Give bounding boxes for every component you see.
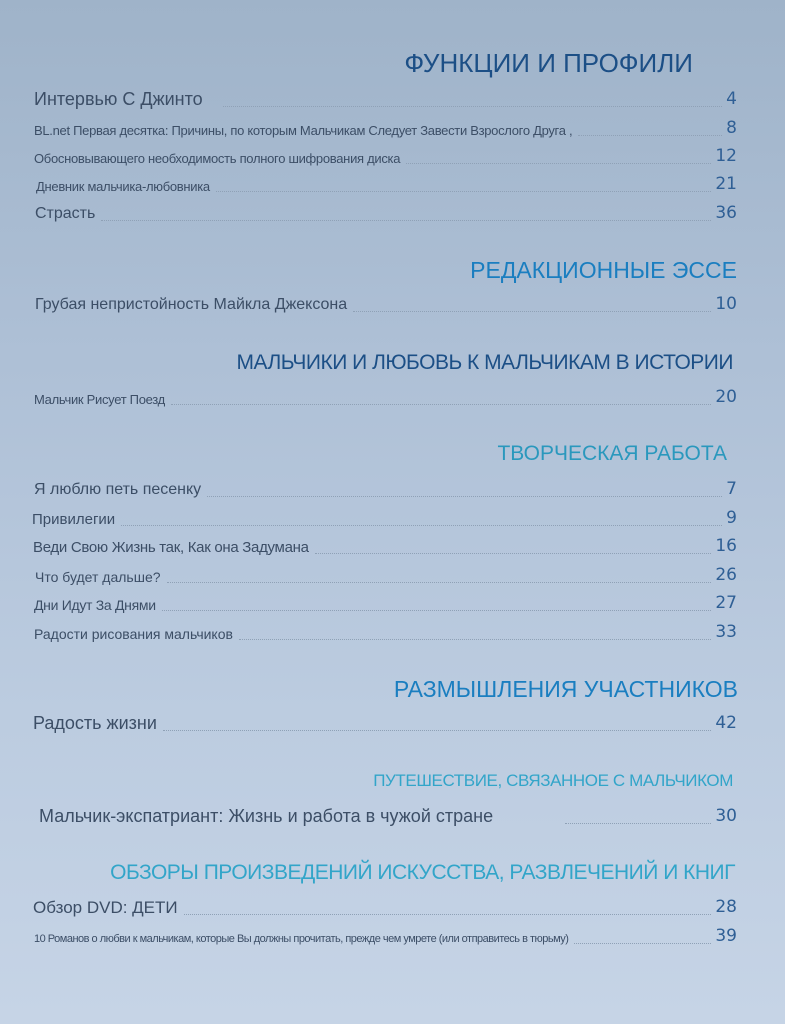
- entry-title: Интервью С Джинто: [34, 89, 203, 109]
- dot-leader: [167, 582, 712, 583]
- entry-title: Дни Идут За Днями: [34, 597, 156, 613]
- entry-title: Веди Свою Жизнь так, Как она Задумана: [33, 539, 309, 556]
- entry-page: 12: [715, 146, 737, 166]
- entry-title: Радости рисования мальчиков: [34, 626, 233, 642]
- section-title-reflections: РАЗМЫШЛЕНИЯ УЧАСТНИКОВ: [393, 676, 738, 702]
- entry-title: 10 Романов о любви к мальчикам, которые Вы должны прочитать, прежде чем умрете (или отправитесь в тюрьму): [34, 933, 569, 945]
- section-title-travel: ПУТЕШЕСТВИЕ, СВЯЗАННОЕ С МАЛЬЧИКОМ: [373, 771, 733, 790]
- entry-title: Мальчик Рисует Поезд: [34, 392, 165, 407]
- entry-page: 30: [715, 806, 737, 826]
- entry-title: Обзор DVD: ДЕТИ: [33, 898, 178, 917]
- section-title-editorial: РЕДАКЦИОННЫЕ ЭССЕ: [470, 257, 737, 283]
- entry-page: 7: [726, 479, 737, 499]
- toc-entry[interactable]: [35, 200, 737, 224]
- toc-entry[interactable]: [34, 923, 737, 947]
- entry-page: 28: [715, 897, 737, 917]
- dot-leader: [406, 163, 711, 164]
- entry-page: 42: [715, 713, 737, 733]
- entry-page: 8: [726, 118, 737, 138]
- entry-page: 27: [715, 593, 737, 613]
- entry-page: 9: [726, 508, 737, 528]
- dot-leader: [315, 553, 712, 554]
- toc-entry[interactable]: [34, 476, 737, 500]
- entry-title: BL.net Первая десятка: Причины, по которым Мальчикам Следует Завести Взрослого Друга ,: [34, 123, 573, 138]
- entry-page: 10: [715, 294, 737, 314]
- toc-entry[interactable]: [33, 894, 737, 918]
- toc-entry[interactable]: [35, 562, 737, 586]
- dot-leader: [121, 525, 722, 526]
- entry-title: Грубая непристойность Майкла Джексона: [35, 296, 348, 313]
- entry-page: 26: [715, 565, 737, 585]
- toc-entry[interactable]: [36, 171, 737, 195]
- entry-page: 16: [715, 536, 737, 556]
- entry-page: 39: [715, 926, 737, 946]
- toc-entry[interactable]: [34, 143, 737, 167]
- dot-leader: [565, 823, 711, 824]
- section-title-history: МАЛЬЧИКИ И ЛЮБОВЬ К МАЛЬЧИКАМ В ИСТОРИИ: [236, 351, 733, 374]
- toc-entry[interactable]: [32, 505, 737, 529]
- entry-title: Мальчик-экспатриант: Жизнь и работа в чужой стране: [39, 806, 494, 826]
- entry-page: 33: [715, 622, 737, 642]
- entry-page: 21: [715, 174, 737, 194]
- dot-leader: [207, 496, 722, 497]
- dot-leader: [578, 135, 722, 136]
- entry-page: 20: [715, 387, 737, 407]
- toc-entry[interactable]: [35, 291, 737, 315]
- entry-title: Привилегии: [32, 511, 116, 528]
- entry-title: Обосновывающего необходимость полного шифрования диска: [34, 151, 401, 166]
- dot-leader: [163, 730, 711, 731]
- section-title-reviews: ОБЗОРЫ ПРОИЗВЕДЕНИЙ ИСКУССТВА, РАЗВЛЕЧЕНИЙ И КНИГ: [110, 861, 735, 884]
- toc-entry[interactable]: [33, 533, 737, 557]
- dot-leader: [353, 311, 711, 312]
- toc-entry[interactable]: [34, 590, 737, 614]
- dot-leader: [239, 639, 711, 640]
- entry-title: Дневник мальчика-любовника: [36, 179, 210, 194]
- entry-page: 4: [726, 89, 737, 109]
- dot-leader: [574, 943, 711, 944]
- toc-entry[interactable]: [34, 619, 737, 643]
- dot-leader: [184, 914, 712, 915]
- entry-title: Что будет дальше?: [35, 569, 161, 585]
- toc-entry[interactable]: [34, 115, 737, 139]
- dot-leader: [162, 610, 712, 611]
- dot-leader: [171, 404, 711, 405]
- entry-title: Радость жизни: [33, 713, 157, 733]
- entry-title: Я люблю петь песенку: [34, 481, 202, 498]
- toc-entry[interactable]: [39, 803, 737, 827]
- dot-leader: [216, 191, 712, 192]
- toc-entry[interactable]: [34, 384, 737, 408]
- toc-entry[interactable]: [34, 86, 737, 110]
- dot-leader: [101, 220, 711, 221]
- entry-title: Страсть: [35, 205, 96, 222]
- dot-leader: [223, 106, 723, 107]
- entry-page: 36: [715, 203, 737, 223]
- toc-entry[interactable]: [33, 710, 737, 734]
- section-title-creative: ТВОРЧЕСКАЯ РАБОТА: [497, 442, 727, 465]
- section-title-features: ФУНКЦИИ И ПРОФИЛИ: [404, 48, 693, 78]
